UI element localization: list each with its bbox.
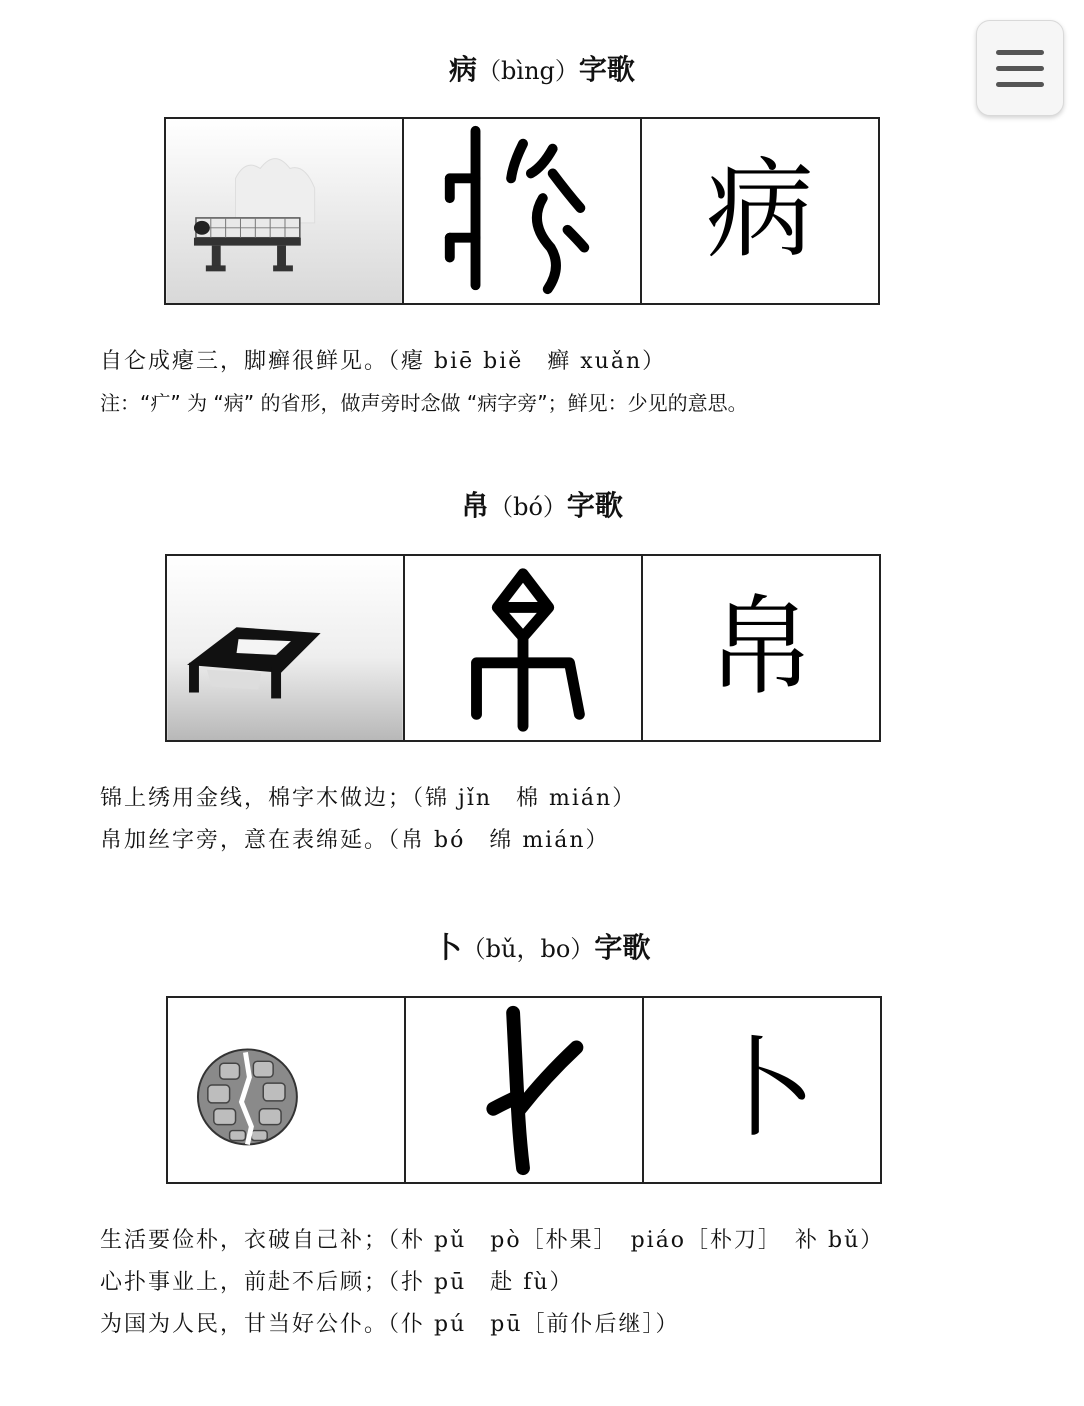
verse-line: 帛加丝字旁，意在表绵延。（帛 bó 绵 mián） — [100, 828, 610, 853]
character-panel-bu — [166, 996, 882, 1184]
verse-line: 锦上绣用金线，棉字木做边；（锦 jǐn 棉 mián） — [100, 786, 637, 811]
verse-line: 为国为人民，甘当好公仆。（仆 pú pū［前仆后继］） — [100, 1312, 680, 1337]
ancient-script-cell — [406, 998, 644, 1182]
picture-cell — [166, 119, 404, 303]
note-line: 注：“疒” 为 “病” 的省形，做声旁时念做 “病字旁”；鲜见：少见的意思。 — [100, 391, 748, 415]
section-title-bu: 卜（bǔ，bo）字歌 — [433, 931, 651, 964]
section-title-bo: 帛（bó）字歌 — [461, 489, 623, 522]
picture-cell — [168, 998, 406, 1182]
modern-character-cell — [642, 119, 878, 303]
verse-line: 心扑事业上，前赴不后顾；（扑 pū 赴 fù） — [100, 1270, 574, 1295]
modern-character-cell — [643, 556, 879, 740]
ancient-script-cell — [405, 556, 643, 740]
cracked-turtle-shell-icon — [168, 998, 404, 1182]
verse-line: 生活要俭朴，衣破自己补；（朴 pǔ pò［朴果］ piáo［朴刀］ 补 bǔ） — [100, 1228, 885, 1253]
silk-cloth-on-frame-icon — [167, 556, 403, 740]
character-panel-bo — [165, 554, 881, 742]
modern-character: 帛 — [706, 585, 815, 710]
oracle-bone-bu-icon — [406, 998, 642, 1182]
ancient-script-cell — [404, 119, 642, 303]
verse-line: 自仑成瘪三，脚癣很鲜见。（瘪 biē biě 癣 xuǎn） — [100, 349, 667, 374]
modern-character-cell — [644, 998, 880, 1182]
modern-character: 病 — [705, 148, 814, 273]
sick-person-in-bed-icon — [166, 119, 402, 303]
section-title-bing: 病（bìng）字歌 — [449, 53, 635, 86]
character-panel-bing — [164, 117, 880, 305]
modern-character: 卜 — [707, 1027, 816, 1152]
oracle-bone-bo-icon — [405, 556, 641, 740]
oracle-bone-bing-icon — [404, 119, 640, 303]
picture-cell — [167, 556, 405, 740]
